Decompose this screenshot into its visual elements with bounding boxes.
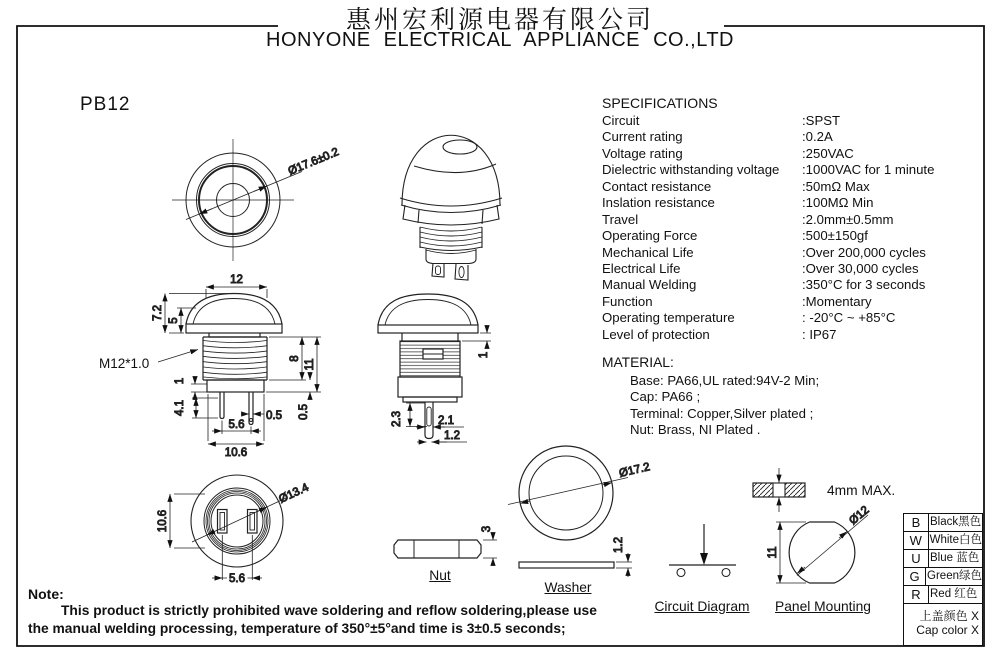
color-row-blue — [904, 550, 982, 568]
spec-row: Electrical Life :Over 30,000 cycles — [602, 260, 919, 276]
color-row-red — [904, 586, 982, 604]
material-section — [602, 355, 819, 438]
material-line: Terminal: Copper,Silver plated ; — [630, 405, 814, 421]
side-view-drawing — [378, 294, 491, 442]
spec-row: Mechanical Life :Over 200,000 cycles — [602, 244, 926, 260]
specifications-title: SPECIFICATIONS — [602, 95, 718, 111]
dim-side-pin-depth: 2.3 — [391, 411, 403, 427]
material-line: Base: PA66,UL rated:94V-2 Min; — [630, 373, 820, 388]
dim-washer-diameter: Ø17.2 — [617, 461, 652, 480]
dim-bottom-height: 10.6 — [157, 509, 169, 533]
spec-row: Dielectric withstanding voltage :1000VAC for 1 minute — [602, 162, 935, 178]
thread-spec-label: M12*1.0 — [99, 356, 150, 371]
dim-side-slot-width: 1.2 — [444, 430, 460, 442]
cap-color-cn: 上盖颜色 X — [919, 609, 979, 623]
material-line: Nut: Brass, NI Plated . — [630, 421, 761, 437]
spec-row: Inslation resistance :100MΩ Min — [602, 195, 874, 211]
spec-row: Function :Momentary — [602, 293, 872, 309]
note-title: Note: — [28, 586, 64, 602]
color-code: U — [904, 550, 929, 567]
cap-color-cell — [904, 604, 982, 645]
spec-row: Operating Force :500±150gf — [602, 228, 868, 244]
washer-label: Washer — [544, 580, 592, 595]
color-code: G — [904, 568, 926, 585]
model-number: PB12 — [80, 94, 131, 115]
spec-row: Manual Welding :350°C for 3 seconds — [602, 277, 926, 293]
spec-row: Voltage rating :250VAC — [602, 145, 854, 161]
dim-front-pin-length: 4.1 — [174, 400, 186, 416]
color-code: W — [904, 532, 929, 549]
dim-front-cap-height: 7.2 — [152, 305, 164, 321]
bottom-view-drawing — [157, 475, 311, 585]
color-code: B — [904, 514, 929, 531]
dim-front-base-step: 1 — [174, 377, 186, 385]
dim-side-pin-width: 2.1 — [438, 415, 454, 427]
color-name: White白色 — [929, 534, 982, 546]
front-view-drawing — [152, 274, 321, 459]
panel-thickness-label: 4mm MAX. — [827, 483, 896, 498]
top-view-drawing — [172, 139, 341, 261]
note-line: This product is strictly prohibited wave soldering and reflow soldering,please use — [61, 603, 597, 618]
dim-front-base-height: 0.5 — [298, 404, 310, 420]
cap-color-en: Cap color X — [916, 623, 979, 637]
color-row-green — [904, 568, 982, 586]
spec-row: Current rating :0.2A — [602, 129, 833, 145]
dim-nut-thickness: 3 — [481, 525, 493, 533]
dim-front-dome-height: 5 — [168, 317, 180, 324]
color-code: R — [904, 586, 929, 603]
dim-front-top-width: 12 — [230, 274, 243, 286]
color-row-white — [904, 532, 982, 550]
dim-front-pin-width: 0.5 — [266, 410, 282, 422]
dim-front-body-height: 11 — [304, 358, 316, 371]
cap-color-table — [903, 513, 983, 646]
nut-drawing — [394, 526, 497, 565]
spec-row: Circuit :SPST — [602, 113, 841, 128]
material-line: Cap: PA66 ; — [630, 389, 701, 405]
company-name-chinese: 惠州宏利源电器有限公司 — [345, 6, 654, 34]
company-name-english: HONYONE ELECTRICAL APPLIANCE CO.,LTD — [266, 29, 734, 51]
circuit-diagram-label: Circuit Diagram — [654, 599, 750, 614]
spec-row: Travel :2.0mm±0.5mm — [602, 211, 894, 227]
dim-front-base-width: 10.6 — [224, 447, 248, 459]
dim-washer-thickness: 1.2 — [613, 537, 625, 553]
nut-label: Nut — [429, 568, 451, 583]
washer-drawing — [508, 446, 651, 577]
dim-bottom-diameter: Ø13.4 — [277, 481, 311, 506]
note-section — [28, 586, 608, 638]
spec-row: Level of protection : IP67 — [602, 326, 837, 342]
material-title: MATERIAL: — [602, 355, 674, 370]
dim-panel-hole-diameter: Ø12 — [847, 504, 872, 528]
color-row-black — [904, 514, 982, 532]
color-name: Black黑色 — [930, 516, 982, 528]
dim-front-pin-pitch: 5.6 — [228, 419, 245, 431]
dim-front-thread-height: 8 — [289, 355, 301, 362]
circuit-diagram-drawing — [669, 524, 736, 577]
dim-panel-across-flats: 11 — [767, 546, 779, 559]
color-name: Green绿色 — [927, 570, 982, 582]
dim-bottom-pin-pitch: 5.6 — [229, 573, 245, 585]
note-line: the manual welding processing, temperature of 350°±5°and time is 3±0.5 seconds; — [28, 621, 566, 636]
color-name: Red 红色 — [930, 588, 978, 600]
iso-view-drawing — [400, 135, 502, 280]
color-name: Blue 蓝色 — [930, 552, 980, 564]
spec-row: Contact resistance :50mΩ Max — [602, 178, 870, 194]
dim-side-cap-gap: 1 — [478, 351, 490, 359]
spec-row: Operating temperature : -20°C ~ +85°C — [602, 310, 896, 326]
specifications-section — [602, 95, 984, 343]
dim-cap-diameter: Ø17.6±0.2 — [286, 146, 341, 178]
panel-mounting-label: Panel Mounting — [775, 599, 871, 614]
